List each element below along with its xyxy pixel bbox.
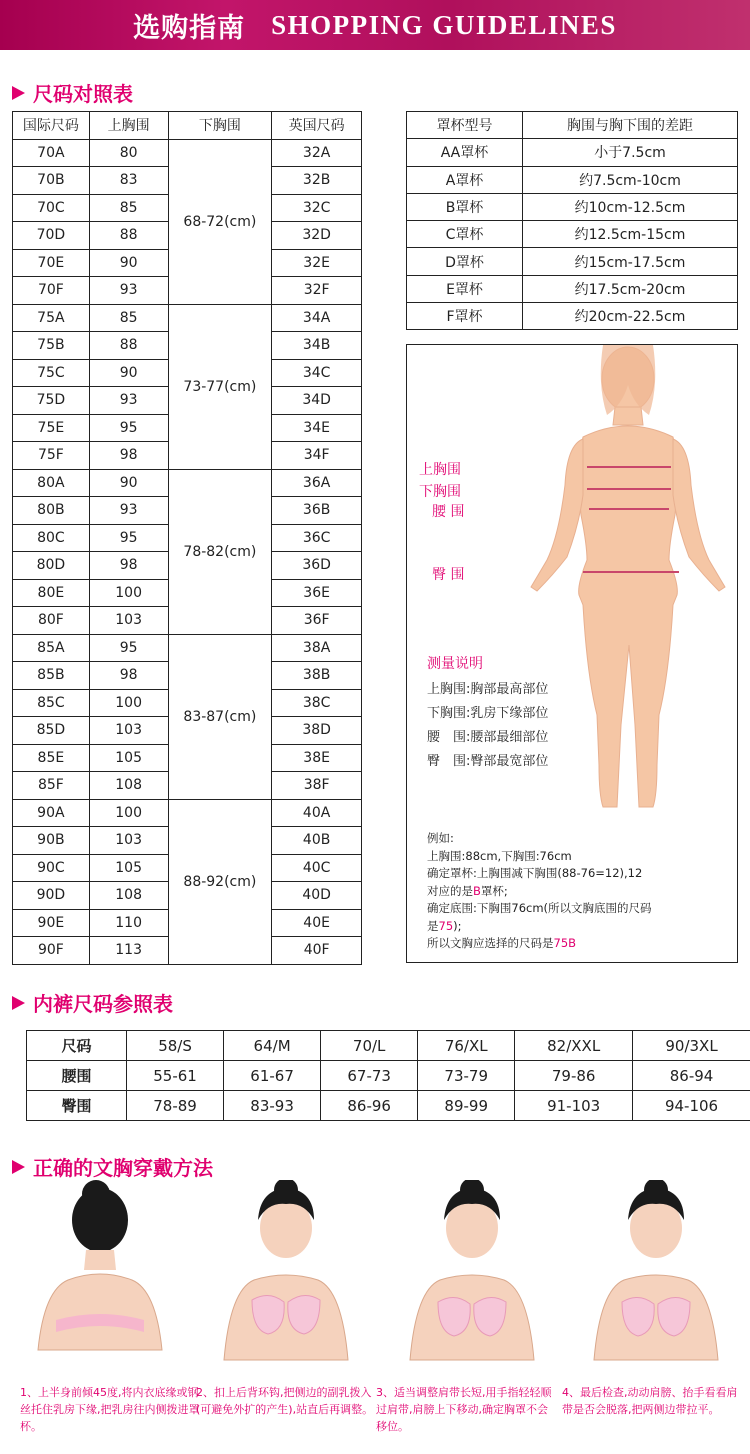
uk-size-cell: 34A	[272, 304, 362, 332]
example-text: 是	[427, 918, 439, 933]
hip-line	[583, 571, 679, 573]
panty-table-body	[27, 1031, 750, 1121]
upper-bust-cell: 98	[89, 442, 168, 470]
section-title-text: 正确的文胸穿戴方法	[33, 1156, 213, 1180]
table-header: 英国尺码	[272, 112, 362, 140]
example-highlight: 75B	[553, 936, 577, 950]
cup-type-cell: AA罩杯	[407, 139, 523, 166]
upper-bust-cell: 100	[89, 799, 168, 827]
example-line: 确定底围:下胸围76cm(所以文胸底围的尺码	[427, 901, 652, 915]
uk-size-cell: 40B	[272, 827, 362, 855]
table-row	[407, 166, 738, 193]
intl-size-cell: 90E	[13, 909, 90, 937]
cup-difference-cell: 约15cm-17.5cm	[523, 248, 738, 275]
cup-difference-cell: 约17.5cm-20cm	[523, 275, 738, 302]
cup-difference-cell: 小于7.5cm	[523, 139, 738, 166]
note-value: 臀部最宽部位	[470, 754, 549, 769]
intl-size-cell: 80C	[13, 524, 90, 552]
table-cell: 67-73	[321, 1061, 418, 1091]
triangle-bullet-icon	[12, 996, 25, 1010]
uk-size-cell: 36B	[272, 497, 362, 525]
cup-type-cell: F罩杯	[407, 303, 523, 330]
table-row	[13, 799, 362, 827]
intl-size-cell: 75C	[13, 359, 90, 387]
intl-size-cell: 80E	[13, 579, 90, 607]
uk-size-cell: 38D	[272, 717, 362, 745]
cup-difference-cell: 约10cm-12.5cm	[523, 193, 738, 220]
intl-size-cell: 70E	[13, 249, 90, 277]
cup-type-cell: C罩杯	[407, 221, 523, 248]
woman-front-view-icon	[564, 1180, 746, 1380]
upper-bust-cell: 90	[89, 359, 168, 387]
upper-bust-cell: 100	[89, 579, 168, 607]
note-key: 臀 围:	[427, 754, 471, 769]
table-cell: 89-99	[418, 1091, 515, 1121]
intl-size-cell: 90F	[13, 937, 90, 965]
under-bust-cell: 68-72(cm)	[168, 139, 272, 304]
banner-title-cn: 选购指南	[133, 12, 246, 44]
uk-size-cell: 32A	[272, 139, 362, 167]
table-row	[407, 275, 738, 302]
step-caption-4: 4、最后检查,动动肩膀、抬手看看肩带是否会脱落,把两侧边带拉平。	[562, 1386, 738, 1416]
table-header: 上胸围	[89, 112, 168, 140]
example-text: 对应的是	[427, 883, 473, 898]
upper-bust-cell: 95	[89, 634, 168, 662]
header-banner	[0, 0, 750, 50]
table-cell: 86-96	[321, 1091, 418, 1121]
banner-title-en: SHOPPING GUIDELINES	[271, 9, 617, 40]
upper-bust-cell: 88	[89, 332, 168, 360]
upper-bust-cell: 83	[89, 167, 168, 195]
uk-size-cell: 36F	[272, 607, 362, 635]
upper-bust-cell: 108	[89, 772, 168, 800]
cup-difference-cell: 约20cm-22.5cm	[523, 303, 738, 330]
note-key: 上胸围:	[427, 682, 471, 697]
measurement-note-row	[427, 726, 548, 745]
intl-size-cell: 80A	[13, 469, 90, 497]
uk-size-cell: 32E	[272, 249, 362, 277]
uk-size-cell: 34C	[272, 359, 362, 387]
uk-size-cell: 40D	[272, 882, 362, 910]
uk-size-cell: 34F	[272, 442, 362, 470]
upper-bust-cell: 105	[89, 854, 168, 882]
example-text: );	[453, 918, 462, 933]
under-bust-label: 下胸围	[419, 484, 461, 500]
uk-size-cell: 40E	[272, 909, 362, 937]
uk-size-cell: 36E	[272, 579, 362, 607]
intl-size-cell: 70F	[13, 277, 90, 305]
intl-size-cell: 90A	[13, 799, 90, 827]
step-caption-2: 2、扣上后背环钩,把侧边的副乳拨入(可避免外扩的产生),站直后再调整。	[196, 1386, 374, 1416]
step-illustration-2	[194, 1180, 376, 1380]
uk-size-cell: 32D	[272, 222, 362, 250]
intl-size-cell: 75E	[13, 414, 90, 442]
step-caption-1: 1、上半身前倾45度,将内衣底缘或钢丝托住乳房下缘,把乳房往内侧拨进罩杯。	[20, 1386, 200, 1433]
section-title-wear-method	[12, 1152, 213, 1181]
woman-front-view-icon	[194, 1180, 376, 1380]
uk-size-cell: 36D	[272, 552, 362, 580]
uk-size-cell: 40A	[272, 799, 362, 827]
table-cell: 91-103	[515, 1091, 633, 1121]
step-illustration-1	[8, 1180, 190, 1380]
uk-size-cell: 32C	[272, 194, 362, 222]
upper-bust-cell: 95	[89, 524, 168, 552]
under-bust-cell: 78-82(cm)	[168, 469, 272, 634]
table-row	[13, 469, 362, 497]
under-bust-cell: 88-92(cm)	[168, 799, 272, 964]
uk-size-cell: 36C	[272, 524, 362, 552]
under-bust-cell: 83-87(cm)	[168, 634, 272, 799]
table-header: 国际尺码	[13, 112, 90, 140]
woman-front-view-icon	[380, 1180, 562, 1380]
cup-table-body	[407, 139, 738, 330]
example-line: 例如:	[427, 831, 454, 845]
intl-size-cell: 85F	[13, 772, 90, 800]
uk-size-cell: 32B	[272, 167, 362, 195]
panty-size-table	[26, 1030, 750, 1121]
example-line: 上胸围:88cm,下胸围:76cm	[427, 848, 572, 863]
table-row	[27, 1031, 750, 1061]
table-row	[407, 139, 738, 166]
measurement-note-row	[427, 750, 548, 769]
upper-bust-cell: 95	[89, 414, 168, 442]
table-row	[13, 304, 362, 332]
note-key: 下胸围:	[427, 706, 471, 721]
triangle-bullet-icon	[12, 1160, 25, 1174]
under-bust-cell: 73-77(cm)	[168, 304, 272, 469]
upper-bust-cell: 88	[89, 222, 168, 250]
upper-bust-cell: 85	[89, 304, 168, 332]
cup-difference-cell: 约12.5cm-15cm	[523, 221, 738, 248]
table-cell: 70/L	[321, 1031, 418, 1061]
cup-type-cell: A罩杯	[407, 166, 523, 193]
measurement-note-row	[427, 702, 548, 721]
uk-size-cell: 40C	[272, 854, 362, 882]
intl-size-cell: 90D	[13, 882, 90, 910]
note-value: 胸部最高部位	[470, 682, 549, 697]
table-row	[27, 1061, 750, 1091]
row-header-cell: 臀围	[27, 1091, 127, 1121]
hip-label: 臀 围	[432, 567, 465, 583]
intl-size-cell: 85A	[13, 634, 90, 662]
table-row	[13, 139, 362, 167]
intl-size-cell: 70B	[13, 167, 90, 195]
uk-size-cell: 34B	[272, 332, 362, 360]
measurement-figure-panel	[406, 344, 738, 963]
uk-size-cell: 40F	[272, 937, 362, 965]
intl-size-cell: 85D	[13, 717, 90, 745]
table-row	[407, 221, 738, 248]
upper-bust-cell: 100	[89, 689, 168, 717]
uk-size-cell: 32F	[272, 277, 362, 305]
table-cell: 78-89	[127, 1091, 224, 1121]
table-cell: 90/3XL	[633, 1031, 750, 1061]
table-row	[13, 634, 362, 662]
intl-size-cell: 90C	[13, 854, 90, 882]
intl-size-cell: 90B	[13, 827, 90, 855]
upper-bust-cell: 93	[89, 387, 168, 415]
upper-bust-cell: 103	[89, 607, 168, 635]
table-cell: 58/S	[127, 1031, 224, 1061]
upper-bust-cell: 93	[89, 497, 168, 525]
table-cell: 73-79	[418, 1061, 515, 1091]
triangle-bullet-icon	[12, 86, 25, 100]
table-cell: 94-106	[633, 1091, 750, 1121]
intl-size-cell: 85E	[13, 744, 90, 772]
intl-size-cell: 70D	[13, 222, 90, 250]
uk-size-cell: 38E	[272, 744, 362, 772]
section-title-text: 内裤尺码参照表	[33, 992, 173, 1016]
table-cell: 83-93	[224, 1091, 321, 1121]
waist-line	[589, 508, 669, 510]
note-value: 腰部最细部位	[470, 730, 549, 745]
uk-size-cell: 34D	[272, 387, 362, 415]
intl-size-cell: 70C	[13, 194, 90, 222]
table-header: 罩杯型号	[407, 112, 523, 139]
cup-type-cell: E罩杯	[407, 275, 523, 302]
table-cell: 55-61	[127, 1061, 224, 1091]
table-row	[27, 1091, 750, 1121]
uk-size-cell: 38A	[272, 634, 362, 662]
section-title-panty-size	[12, 988, 173, 1017]
uk-size-cell: 38C	[272, 689, 362, 717]
section-title-text: 尺码对照表	[33, 82, 133, 106]
cup-difference-cell: 约7.5cm-10cm	[523, 166, 738, 193]
row-header-cell: 腰围	[27, 1061, 127, 1091]
table-row	[407, 303, 738, 330]
uk-size-cell: 38F	[272, 772, 362, 800]
upper-bust-label: 上胸围	[419, 462, 461, 478]
step-illustration-3	[380, 1180, 562, 1380]
upper-bust-cell: 110	[89, 909, 168, 937]
table-cell: 61-67	[224, 1061, 321, 1091]
table-row	[407, 248, 738, 275]
intl-size-cell: 85B	[13, 662, 90, 690]
example-highlight: B	[473, 883, 481, 898]
upper-bust-cell: 93	[89, 277, 168, 305]
table-cell: 64/M	[224, 1031, 321, 1061]
cup-type-cell: B罩杯	[407, 193, 523, 220]
waist-label: 腰 围	[432, 504, 465, 520]
measurement-note-title: 测量说明	[427, 656, 483, 672]
upper-bust-cell: 103	[89, 717, 168, 745]
upper-bust-line	[587, 466, 671, 468]
note-key: 腰 围:	[427, 730, 471, 745]
example-text: 罩杯;	[480, 883, 508, 898]
uk-size-cell: 38B	[272, 662, 362, 690]
uk-size-cell: 36A	[272, 469, 362, 497]
example-line: 确定罩杯:上胸围减下胸围(88-76=12),12	[427, 866, 643, 880]
example-text: 所以文胸应选择的尺码是	[427, 936, 554, 950]
table-cell: 86-94	[633, 1061, 750, 1091]
upper-bust-cell: 98	[89, 662, 168, 690]
uk-size-cell: 34E	[272, 414, 362, 442]
intl-size-cell: 75D	[13, 387, 90, 415]
intl-size-cell: 75F	[13, 442, 90, 470]
table-header-row	[13, 112, 362, 140]
example-line	[427, 935, 732, 953]
upper-bust-cell: 90	[89, 469, 168, 497]
upper-bust-cell: 113	[89, 937, 168, 965]
example-line	[427, 918, 732, 936]
upper-bust-cell: 108	[89, 882, 168, 910]
table-row	[407, 193, 738, 220]
example-highlight: 75	[438, 918, 454, 933]
row-header-cell: 尺码	[27, 1031, 127, 1061]
measurement-example	[427, 830, 732, 953]
cup-table	[406, 111, 738, 330]
cup-type-cell: D罩杯	[407, 248, 523, 275]
table-header: 下胸围	[168, 112, 272, 140]
intl-size-cell: 80D	[13, 552, 90, 580]
bra-size-table	[12, 111, 362, 965]
table-header: 胸围与胸下围的差距	[523, 112, 738, 139]
step-illustration-4	[564, 1180, 746, 1380]
table-cell: 76/XL	[418, 1031, 515, 1061]
upper-bust-cell: 105	[89, 744, 168, 772]
intl-size-cell: 75A	[13, 304, 90, 332]
upper-bust-cell: 98	[89, 552, 168, 580]
measurement-note-row	[427, 678, 548, 697]
intl-size-cell: 75B	[13, 332, 90, 360]
intl-size-cell: 80B	[13, 497, 90, 525]
section-title-bra-size	[12, 78, 133, 107]
intl-size-cell: 85C	[13, 689, 90, 717]
intl-size-cell: 70A	[13, 139, 90, 167]
example-line	[427, 883, 732, 901]
upper-bust-cell: 80	[89, 139, 168, 167]
step-caption-3: 3、适当调整肩带长短,用手指轻轻顺过肩带,肩膀上下移动,确定胸罩不会移位。	[376, 1386, 552, 1433]
table-header-row	[407, 112, 738, 139]
upper-bust-cell: 103	[89, 827, 168, 855]
table-cell: 82/XXL	[515, 1031, 633, 1061]
note-value: 乳房下缘部位	[470, 706, 549, 721]
table-cell: 79-86	[515, 1061, 633, 1091]
intl-size-cell: 80F	[13, 607, 90, 635]
upper-bust-cell: 90	[89, 249, 168, 277]
upper-bust-cell: 85	[89, 194, 168, 222]
size-table-body	[13, 139, 362, 964]
under-bust-line	[587, 488, 671, 490]
woman-back-view-icon	[8, 1180, 190, 1380]
